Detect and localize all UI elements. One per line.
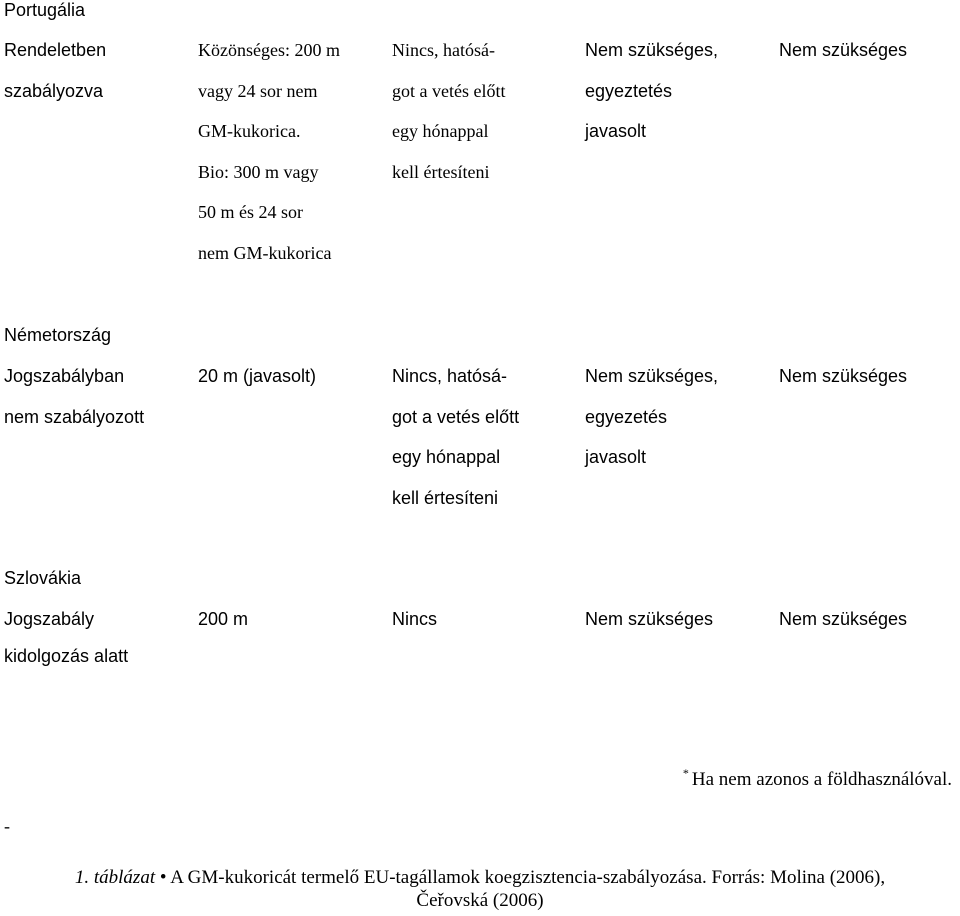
cell-line: nem szabályozott [4, 406, 145, 427]
consultation-germany [585, 366, 718, 488]
cell-line: Jogszabályban [4, 366, 125, 386]
cell-line: Jogszabály [4, 609, 95, 629]
caption-text: A GM-kukoricát termelő EU-tagállamok koegzisztencia-szabályozása. Forrás: Molina (2006), [170, 867, 886, 888]
consultation-slovakia [585, 609, 713, 650]
cell-line: szabályozva [4, 80, 104, 101]
insurance-portugal [779, 40, 907, 81]
footnote-text: Ha nem azonos a földhasználóval. [691, 769, 952, 790]
cell-line: GM-kukorica. [198, 121, 301, 141]
cell-line: got a vetés előtt [392, 80, 506, 101]
caption-table-number: 1. táblázat [74, 867, 156, 888]
cell-line: Nem szükséges [779, 609, 908, 629]
cell-line: Nem szükséges [585, 609, 714, 629]
regulation-status-portugal [4, 40, 106, 121]
cell-line: Bio: 300 m vagy [198, 161, 319, 182]
isolation-distance-slovakia [198, 609, 248, 650]
regulation-status-slovakia [4, 609, 128, 687]
cell-line: javasolt [585, 447, 647, 467]
cell-line: 20 m (javasolt) [198, 366, 317, 386]
insurance-germany [779, 366, 907, 407]
cell-line: Közönséges: 200 m [198, 40, 340, 60]
footnote-marker: * [682, 766, 689, 780]
regulation-status-germany [4, 366, 144, 447]
cell-line: kell értesíteni [392, 161, 490, 182]
country-heading-portugal: Portugália [4, 0, 86, 20]
dash-marker: - [4, 816, 10, 836]
country-heading-slovakia: Szlovákia [4, 568, 82, 588]
isolation-distance-germany [198, 366, 316, 407]
cell-line: egyezetés [585, 406, 668, 427]
cell-line: egy hónappal [392, 447, 501, 467]
footnote [683, 766, 952, 791]
cell-line: Nincs, hatósá- [392, 40, 495, 60]
cell-line: nem GM-kukorica [198, 242, 332, 263]
cell-line: 50 m és 24 sor [198, 202, 303, 222]
isolation-distance-portugal [198, 40, 340, 283]
cell-line: Nem szükséges [779, 366, 908, 386]
cell-line: kell értesíteni [392, 487, 499, 508]
caption-line-2: Čeřovská (2006) [416, 890, 544, 911]
cell-line: Rendeletben [4, 40, 107, 60]
cell-line: egy hónappal [392, 121, 489, 141]
cell-line: Nem szükséges, [585, 366, 719, 386]
cell-line: vagy 24 sor nem [198, 80, 318, 101]
notification-portugal [392, 40, 505, 202]
cell-line: egyeztetés [585, 80, 673, 101]
country-heading-germany: Németország [4, 325, 112, 345]
cell-line: Nincs, hatósá- [392, 366, 508, 386]
cell-line: javasolt [585, 121, 647, 141]
caption-line-1 [0, 866, 960, 889]
cell-line: Nincs [392, 609, 438, 629]
cell-line: kidolgozás alatt [4, 646, 129, 666]
notification-slovakia [392, 609, 437, 650]
insurance-slovakia [779, 609, 907, 650]
caption-bullet: • [159, 867, 167, 888]
cell-line: got a vetés előtt [392, 406, 520, 427]
table-caption [0, 866, 960, 912]
consultation-portugal [585, 40, 718, 162]
cell-line: Nem szükséges [779, 40, 908, 60]
cell-line: 200 m [198, 609, 249, 629]
cell-line: Nem szükséges, [585, 40, 719, 60]
notification-germany [392, 366, 519, 528]
